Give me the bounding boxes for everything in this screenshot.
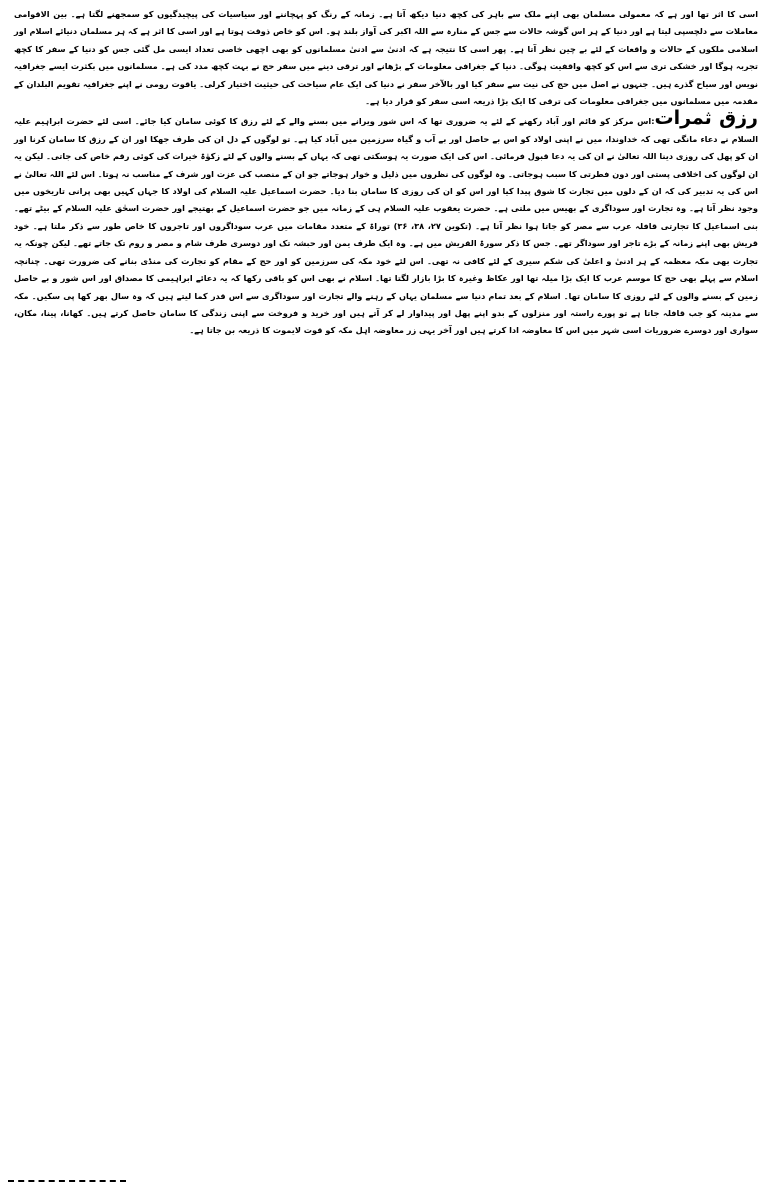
paragraph-hajj-geography: اسی کا اثر تھا اور ہے کہ معمولی مسلمان بھی اپنے ملک سے باہر کی کچھ دنیا دیکھ آتا ہے۔ زمانہ کے رنگ کو پہچاننے اور سیاسیات کی پیچیدگیوں کو سمجھنے لگتا ہے۔ بین الاقوامی معاملات سے دلچسپی لیتا ہے اور دنیا کے ہر اس گوشہ حالات سے جس کے منارہ سے اللہ اکبر کی آواز بلند ہو۔ اس کو خاص ذوقت ہوتا ہے اور اسی کا اثر ہے کہ ہر مسلمان دنیائے اسلام اور اسلامی ملکوں کے حالات و واقعات کے لئے بے چین نظر آتا ہے۔ پھر اسی کا نتیجہ ہے کہ ادنیٰ سے ادنیٰ مسلمانوں کو بھی اچھی خاصی تعداد ایسی مل گئی جس کو دنیا کے سفر کا کچھ تجربہ ہوگا اور خشکی تری سے اس کو کچھ واقفیت ہوگی۔ دنیا کے جغرافی معلومات کے بڑھانے اور ترقی دینے میں سفر حج نے بہت کچھ مدد کی ہے۔ مسلمانوں میں بکثرت ایسے جغرافیہ نویس اور سیاح گذرے ہیں۔ جنہوں نے اصل میں حج کی نیت سے سفر کیا اور بالآخر سفر نے دنیا کی ایک عام سیاحت کی حیثیت اختیار کرلی۔ یاقوت رومی نے اپنے جغرافیہ تقویم البلدان کے مقدمہ میں مسلمانوں میں جغرافی معلومات کی ترقی کا ایک بڑا ذریعہ اسی سفر کو قرار دیا ہے۔ [14,9,758,107]
section-body: :اس مرکز کو قائم اور آباد رکھنے کے لئے یہ ضروری تھا کہ اس شور ویرانے میں بسنے والے کے لئے رزق کا کوئی سامان کیا جائے۔ اسی لئے حضرت ابراہیم علیہ السلام نے دعاء مانگی تھی کہ خداوندا، میں نے اپنی اولاد کو اس بے حاصل اور بے آب و گیاہ سرزمین میں آباد کیا ہے۔ تو لوگوں کے دل ان کی طرف جھکا اور ان کے رزق کا سامان کرنا اور ان کو پھل کی روزی دینا اللہ تعالیٰ نے ان کی یہ دعا قبول فرمائی۔ اس کی ایک صورت یہ ہوسکتی تھی کہ یہاں کے بسنے والوں کے لئے زکوٰۃ خیرات کی کوئی رقم خاص کی جاتی۔ لیکن یہ ان لوگوں کی اخلاقی پستی اور دون فطرتی کا سبب ہوجاتی۔ وہ لوگوں کی نظروں میں ذلیل و خوار ہوجاتے جو ان کے منصب کی عزت اور شرف کے مناسب نہ ہوتا۔ اس لئے اللہ تعالیٰ نے اس کی یہ تدبیر کی کہ ان کے دلوں میں تجارت کا شوق پیدا کیا اور اس کو ان کی روزی کا سامان بنا دیا۔ حضرت اسماعیل علیہ السلام کی اولاد کا جہاں کہیں بھی پرانی تاریخوں میں وجود نظر آتا ہے۔ وہ تجارت اور سوداگری کے بھیس میں ملتی ہے۔ حضرت یعقوب علیہ السلام ہی کے زمانہ میں جو حضرت اسماعیل کے بھتیجے اور حضرت اسحٰق علیہ السلام کے بیٹے تھے۔ بنی اسماعیل کا تجارتی قافلہ عرب سے مصر کو جاتا ہوا نظر آتا ہے۔ (تکوین ۲۷، ۳۸، ۳۶) توراۃ کے متعدد مقامات میں عرب سوداگروں اور تاجروں کا خاص طور سے ذکر ملتا ہے۔ خود قریش بھی اپنے زمانہ کے بڑے تاجر اور سوداگر تھے۔ جس کا ذکر سورۃ القریش میں ہے۔ وہ ایک طرف یمن اور حبشہ تک اور دوسری طرف شام و مصر و روم تک جاتے تھے۔ لیکن چونکہ یہ تجارت بھی مکہ معظمہ کے ہر ادنیٰ و اعلیٰ کی شکم سیری کے لئے کافی نہ تھی۔ اس لئے خود مکہ کی سرزمین کو اور حج کے مقام کو تجارت کی منڈی بنانے کی ضرورت تھی۔ چنانچہ اسلام سے پہلے بھی حج کا موسم عرب کا ایک بڑا میلہ تھا اور عکاظ وغیرہ کا بڑا بازار لگتا تھا۔ اسلام نے بھی اس کو باقی رکھا کہ یہ دعائے ابراہیمی کا مصداق اور اس شور و بے حاصل زمین کے بسنے والوں کے لئے روزی کا سامان تھا۔ اسلام کے بعد تمام دنیا سے مسلمان یہاں کے رہنے والے تجارت اور سوداگری سے اس قدر کما لیتے ہیں کہ وہ سال بھر کھا پی سکیں۔ مکہ سے مدینہ کو جب قافلہ جاتا ہے تو پورے راستہ اور منزلوں کے بدو اپنے پھل اور پیداوار لے کر آتے ہیں اور خرید و فروخت سے اپنی زندگی کا سامان حاصل کرتے ہیں۔ کھانا، پینا، مکان، سواری اور دوسرے ضروریات اسی شہر میں اس کا معاوضہ ادا کرتے ہیں اور آخر یہی زر معاوضہ اہل مکہ کو قوت لایموت کا ذریعہ بن جاتا ہے۔ [14,116,759,336]
footer-divider [8,1180,126,1182]
paragraph-rizq-samarat [14,107,759,339]
section-heading: رزق ثمرات [654,107,758,130]
